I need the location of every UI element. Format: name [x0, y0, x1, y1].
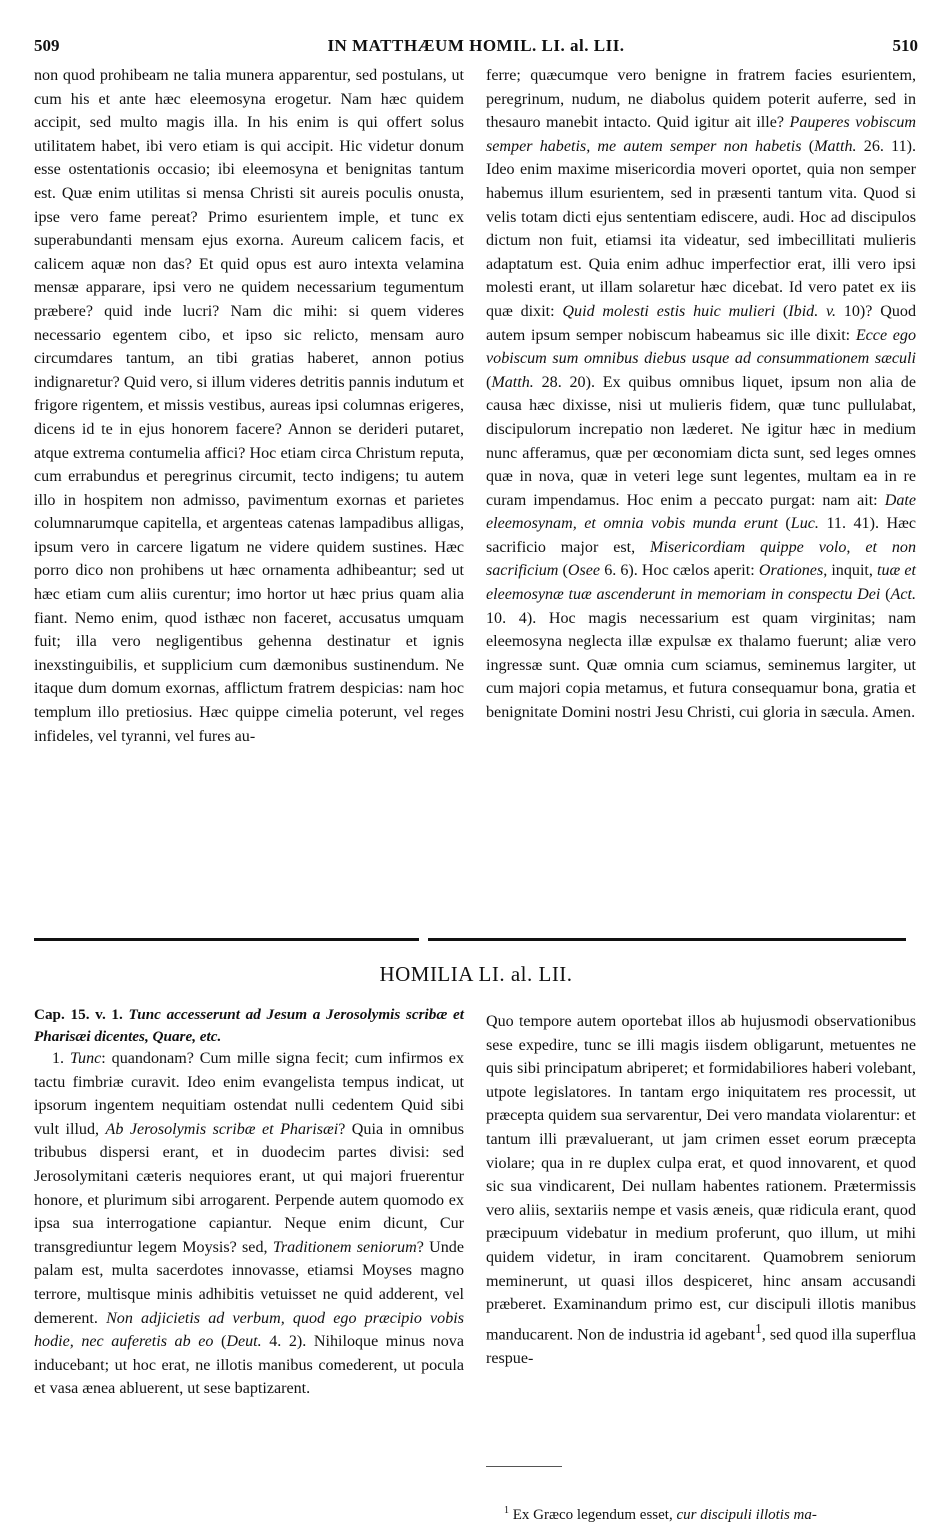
divider-rule-left [34, 938, 419, 941]
section2-right-column [486, 1010, 916, 1370]
section2-left-text [34, 1047, 464, 1401]
text-run: : quandonam? Cum mille signa fecit; cum infirmos ex tactu fimbriæ curavit. Ideo enim evangelista tempus indicat, ut ipsorum ingentem nequitiam ostendat nulli cedentem Quid sibi vult illud, [34, 1050, 464, 1138]
text-run: ( [486, 373, 492, 391]
page-number-left: 509 [34, 36, 60, 55]
text-run: 6. 6). Hoc cælos aperit: [600, 562, 759, 580]
divider-rule-right [428, 938, 906, 941]
italic-run: Deut. [226, 1333, 262, 1351]
text-run: 1. [52, 1050, 70, 1067]
italic-run: Ibid. v. [788, 302, 837, 320]
footnote-rule [486, 1466, 562, 1467]
italic-run: Traditionem seniorum [272, 1238, 417, 1256]
text-run: ? Unde palam est, multa sacerdotes innovasse, etiamsi Moyses magno terrore, multisque minis adhibitis vetuisset ne quid adderent, vel demerent. [34, 1238, 464, 1327]
running-title: IN MATTHÆUM HOMIL. LI. al. LII. [327, 36, 625, 55]
text-run: ( [801, 137, 815, 155]
footnote [486, 1500, 916, 1526]
text-run: ( [558, 562, 568, 580]
text-run: 28. 20). Ex quibus omnibus liquet, ipsum non alia de causa hæc dixisse, nisi ut mulieris fidem, quæ tunc pullulabat, discipulorum increpatio non læderet. Ne igitur hæc in medium nunc afferamus, quæ per œconomiam dicta sunt, sed leges omnes quæ in nova, quæ in veteri lege sunt legentes, multam ea in re curam impendamus. Hoc enim a peccato purgat: nam ait: [486, 373, 916, 509]
text-run: ( [777, 515, 791, 533]
section2-left-column [34, 1004, 464, 1401]
text-run: ( [880, 586, 891, 604]
italic-run: Misericordiam quippe volo, et non sacrificium [486, 538, 916, 580]
page-number-right: 510 [892, 36, 918, 55]
italic-run: Ab Jerosolymis scribæ et Pharisæi [105, 1120, 339, 1138]
section1-right-column [486, 64, 916, 725]
italic-run: Ecce ego vobiscum sum omnibus diebus usque ad consummationem sæculi [486, 326, 916, 368]
section1-left-column [34, 64, 464, 748]
italic-run: Osee [567, 562, 601, 580]
homily-title: HOMILIA LI. al. LII. [379, 962, 573, 986]
text-run: ferre; quæcumque vero benigne in fratrem facies esurientem, peregrinum, nudum, ne diabolus quidem poterit auferre, sed in thesauro manebit intacto. Quid igitur ait ille? [486, 67, 916, 132]
text-run: , inquit, [823, 562, 878, 580]
italic-run: Orationes [758, 562, 824, 580]
italic-run: Quid molesti estis huic mulieri [562, 302, 776, 320]
italic-run: Luc. [790, 515, 819, 533]
text-run: ? Quia in omnibus tribubus dispersi erant, et in duodecim partes divisi: sed Jerosolymitani cæteris nequiores erant, ut qui majori fruerentur honore, et plurimum sibi arrogarent. Perpende autem quomodo ex ipsa sua interrogatione capiantur. Neque enim dicunt, Cur transgrediuntur legem Moysis? sed, [34, 1120, 464, 1256]
text-run: 11. 41). Hæc sacrificio major est, [486, 515, 916, 556]
footnote-text: Ex Græco legendum esset, [512, 1507, 677, 1523]
italic-run: tuæ et eleemosynæ tuæ ascenderunt in memoriam in conspectu Dei [486, 562, 917, 604]
footnote-mark: 1 [504, 1505, 509, 1516]
text-run: ( [775, 302, 789, 320]
footnote-reference-mark: 1 [755, 1320, 762, 1336]
section2-right-body: Quo tempore autem oportebat illos ab hujusmodi observationibus sese expedire, tunc se illi magis iisdem obligarunt, metuentes ne quis sibi principatum abriperet; et formidabiliores haberi volebant, utpote legislatores. In tantam ergo iniquitatem res processit, ut præcepta quidem sua servarentur, Dei vero mandata violarentur: et tantum illi prævaluerant, ut jam crimen esset eorum præcepta violare; qua in re duplex culpa erat, et quod innovarent, et quod sic sua vindicarent, Dei nullam habentes rationem. Prætermissis vero aliis, sextariis nempe et vasis æneis, quæ ridicula erant, quod præcipuum videbatur in medium proferunt, quo illum, ut mihi quidem videtur, in iram concitarent. Quamobrem seniorum meminerunt, ut quasi illos despiceret, hinc ansam accusandi præberet. Examinandum primo est, cur discipuli illotis manibus manducarent. Non de industria id agebant [486, 1013, 916, 1344]
text-run: 4. 2). Nihiloque minus nova inducebant; ut hoc erat, ne illotis manibus comederent, ut pocula et vasa ænea abluerent, ut sese baptizarent. [34, 1333, 464, 1398]
chapter-verse-text: Tunc accesserunt ad Jesum a Jerosolymis scribæ et Pharisæi dicentes, Quare, etc. [34, 1006, 464, 1045]
chapter-reference: Cap. 15. v. 1. [34, 1006, 123, 1023]
text-run: 10. 4). Hoc magis necessarium est quam virginitas; nam eleemosyna neglecta illæ expulsæ ex thalamo fuerunt; aliæ vero ingressæ sunt. Quæ omnia cum sciamus, seminemus largiter, ut cum majori copia metamus, et futura consequamur bona, gratia et benignitate Domini nostri Jesu Christi, cui gloria in sæcula. Amen. [486, 609, 916, 722]
section2-right-text [486, 1010, 916, 1370]
text-run: 26. 11). Ideo enim maxime misericordia moveri oportet, quia non semper habemus illum esurientem, sed in præsenti tantum vita. Quod si velis totam dicti ejus sententiam ediscere, audi. Hoc ad discipulos dictum non fuit, etiamsi ita videatur, sed imbecillitati mulieris adaptatum est. Quia enim adhuc imperfectior erat, illi vero ipsi molesti erant, ut illam solaretur hæc dicebat. Id vero patet ex iis quæ dixit: [486, 137, 916, 320]
chapter-heading [34, 1004, 464, 1047]
footnote-italic-text: cur discipuli illotis ma- [676, 1507, 817, 1523]
italic-run: Matth. [814, 137, 857, 155]
italic-run: Tunc [69, 1050, 102, 1067]
italic-run: Matth. [491, 373, 534, 391]
italic-run: Act. [890, 586, 916, 604]
italic-run: Pauperes vobiscum semper habetis, me autem semper non habetis [486, 114, 917, 155]
italic-run: Date eleemosynam, et omnia vobis munda erunt [486, 491, 916, 533]
italic-run: Non adjicietis ad verbum, quod ego præcipio vobis hodie, nec auferetis ab eo [34, 1309, 465, 1351]
page-header [34, 36, 918, 60]
section1-left-text: non quod prohibeam ne talia munera apparentur, sed postulans, ut cum his et ante hæc eleemosyna erogetur. Nam hæc quidem accipit, sed multo magis illa. In his enim is qui offert solus utilitatem habet, ibi vero etiam is qui accipit. Hic videtur donum esse ostentationis occasio; ibi eleemosyna et benignitas tantum est. Quæ enim utilitas si mensa Christi sit aureis poculis onusta, ipse vero fame pereat? Primo esurientem imple, et tunc ex superabundanti mensam ejus exorna. Aureum calicem facis, et calicem aquæ non das? Et quid opus est auro intexta velamina mensæ apparare, ipsi vero ne quidem necessarium tegumentum præbere? quid inde lucri? Nam dic mihi: si quem videres necessario egentem cibo, et ipso sic relicto, mensam auro circumdares tantum, an tibi gratias haberet, annon potius indignaretur? Quid vero, si illum videres detritis pannis indutum et frigore rigentem, et missis vestibus, aureas ipsi columnas erigeres, dicens id te in ejus honorem facere? Annon se derideri putaret, atque extrema contumelia affici? Hoc etiam circa Christum reputa, cum errabundus et peregrinus circumit, tecto indigens; tu autem illo in hospitem non admisso, pavimentum exornas et parietes columnarumque capitella, et argenteas catenas lampadibus alligas, ipsum vero in carcere ligatum ne videre quidem sustines. Hæc porro dico non prohibens ut hæc ornamenta adhibeantur; sed ut hæc etiam cum aliis curentur; imo hortor ut hæc prius quam alia fiant. Nemo enim, quod isthæc non faceret, accusatus umquam fuit; illa vero negligentibus gehenna destinatur et ignis inexstinguibilis, et supplicium cum dæmonibus sustinendum. Ne itaque dum domum exornas, afflictum fratrem despicias: nam hoc templum illo pretiosius. Hæc quippe cimelia poterunt, vel reges infideles, vel tyranni, vel fures au- [34, 67, 464, 745]
section2-right-tail: , sed quod illa superflua respue- [486, 1326, 916, 1367]
text-run: ( [213, 1333, 227, 1351]
section1-right-text [486, 64, 916, 725]
text-run: 10)? Quod autem ipsum semper nobiscum habeamus sic ille dixit: [486, 302, 916, 344]
